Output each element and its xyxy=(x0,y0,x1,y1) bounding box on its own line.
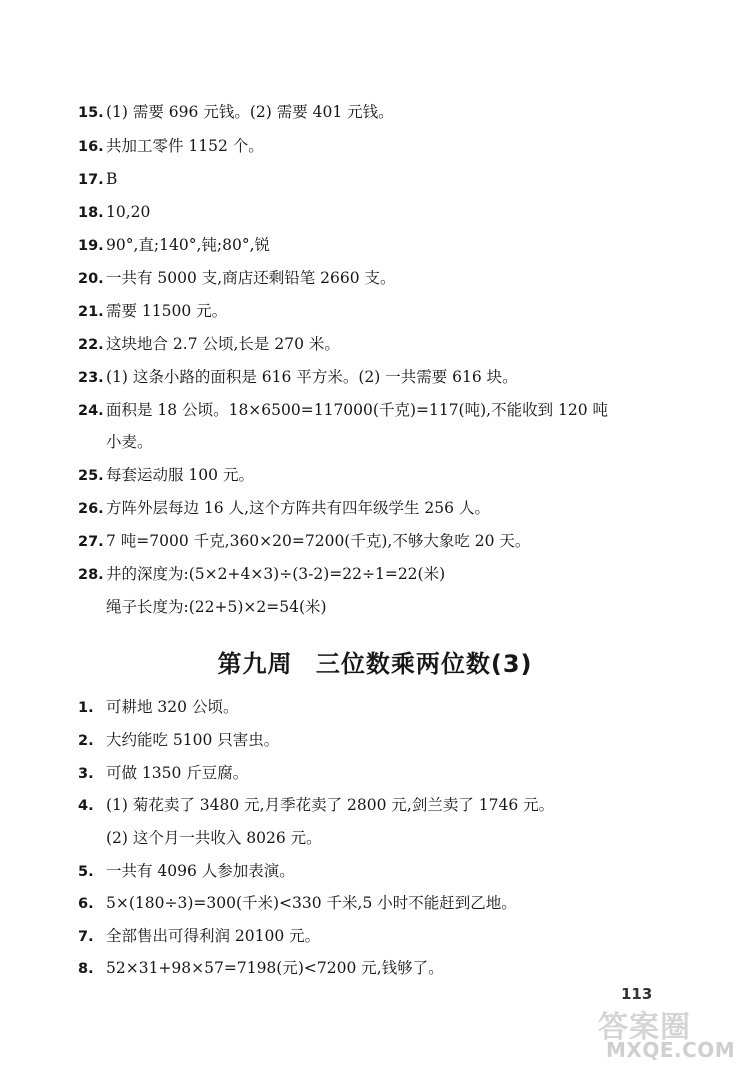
answer-text: 共加工零件 1152 个。 xyxy=(106,137,264,155)
answer-number: 1. xyxy=(78,700,94,716)
answer-number: 23. xyxy=(78,370,104,386)
answer-text: 井的深度为:(5×2+4×3)÷(3-2)=22÷1=22(米) xyxy=(106,565,446,583)
answer-item-25 xyxy=(78,465,710,486)
answer-item-24-continued xyxy=(106,432,710,452)
answer-number: 8. xyxy=(78,961,94,977)
answer-text: 方阵外层每边 16 人,这个方阵共有四年级学生 256 人。 xyxy=(106,499,490,517)
answer-text: 全部售出可得利润 20100 元。 xyxy=(106,927,321,945)
answer-number: 6. xyxy=(78,896,94,912)
answer-item-15 xyxy=(78,102,710,123)
answer-number: 4. xyxy=(78,798,94,814)
answer-number: 22. xyxy=(78,337,104,353)
section-title: 第九周 三位数乘两位数(3) xyxy=(217,650,533,678)
answer-number: 5. xyxy=(78,864,94,880)
answer-text: 5×(180÷3)=300(千米)<330 千米,5 小时不能赶到乙地。 xyxy=(106,894,517,912)
answer-text: 52×31+98×57=7198(元)<7200 元,钱够了。 xyxy=(106,959,444,977)
answer-item-20 xyxy=(78,268,710,289)
answer-text: (1) 菊花卖了 3480 元,月季花卖了 2800 元,剑兰卖了 1746 元。 xyxy=(106,796,555,814)
answer-item-27 xyxy=(78,531,710,552)
answer-text: 10,20 xyxy=(106,203,151,221)
answer-text: 可耕地 320 公顷。 xyxy=(106,698,239,716)
answer-text: 一共有 4096 人参加表演。 xyxy=(106,862,295,880)
answer-item-28 xyxy=(78,564,710,585)
answer-item-5 xyxy=(78,861,710,882)
watermark xyxy=(598,1002,748,1062)
answer-text: 这块地合 2.7 公顷,长是 270 米。 xyxy=(106,335,340,353)
answer-number: 15. xyxy=(78,105,104,121)
answer-text: B xyxy=(106,170,118,188)
answer-item-1 xyxy=(78,697,710,718)
answer-item-28-continued xyxy=(106,597,710,617)
answer-number: 27. xyxy=(78,534,104,550)
answer-number: 24. xyxy=(78,403,104,419)
answer-number: 25. xyxy=(78,468,104,484)
answer-text: 可做 1350 斤豆腐。 xyxy=(106,764,249,782)
answer-number: 17. xyxy=(78,172,104,188)
watermark-logo: 答案圈 xyxy=(598,1010,691,1045)
answer-text: (1) 这条小路的面积是 616 平方米。(2) 一共需要 616 块。 xyxy=(106,368,518,386)
answer-item-17 xyxy=(78,169,710,190)
answer-text: 每套运动服 100 元。 xyxy=(106,466,254,484)
answer-item-24 xyxy=(78,400,710,421)
answer-text: 7 吨=7000 千克,360×20=7200(千克),不够大象吃 20 天。 xyxy=(106,532,531,550)
answer-item-7 xyxy=(78,926,710,947)
answer-item-18 xyxy=(78,202,710,223)
page-number: 113 xyxy=(621,985,653,1003)
watermark-url: MXQE.COM xyxy=(606,1038,736,1062)
answer-text: 大约能吃 5100 只害虫。 xyxy=(106,731,280,749)
answer-item-3 xyxy=(78,763,710,784)
answer-text: 小麦。 xyxy=(106,433,153,451)
answer-number: 7. xyxy=(78,929,94,945)
answer-number: 19. xyxy=(78,238,104,254)
answer-number: 2. xyxy=(78,733,94,749)
answer-number: 20. xyxy=(78,271,104,287)
answer-item-26 xyxy=(78,498,710,519)
answer-text: 面积是 18 公顷。18×6500=117000(千克)=117(吨),不能收到 120 吨 xyxy=(106,401,609,419)
answer-item-16 xyxy=(78,136,710,157)
answer-item-23 xyxy=(78,367,710,388)
answer-item-2 xyxy=(78,730,710,751)
answer-number: 28. xyxy=(78,567,104,583)
answer-item-4-continued xyxy=(106,828,710,848)
answer-number: 26. xyxy=(78,501,104,517)
answer-item-22 xyxy=(78,334,710,355)
answer-text: 绳子长度为:(22+5)×2=54(米) xyxy=(106,598,327,616)
answer-number: 16. xyxy=(78,139,104,155)
answer-item-21 xyxy=(78,301,710,322)
answer-item-4 xyxy=(78,795,710,816)
answer-text: (1) 需要 696 元钱。(2) 需要 401 元钱。 xyxy=(106,103,394,121)
answer-text: 90°,直;140°,钝;80°,锐 xyxy=(106,236,271,254)
answer-text: (2) 这个月一共收入 8026 元。 xyxy=(106,829,322,847)
answer-number: 18. xyxy=(78,205,104,221)
answer-number: 3. xyxy=(78,766,94,782)
answer-number: 21. xyxy=(78,304,104,320)
answer-text: 需要 11500 元。 xyxy=(106,302,228,320)
answer-item-6 xyxy=(78,893,710,914)
answer-item-8 xyxy=(78,958,710,979)
answer-item-19 xyxy=(78,235,710,256)
answer-text: 一共有 5000 支,商店还剩铅笔 2660 支。 xyxy=(106,269,396,287)
